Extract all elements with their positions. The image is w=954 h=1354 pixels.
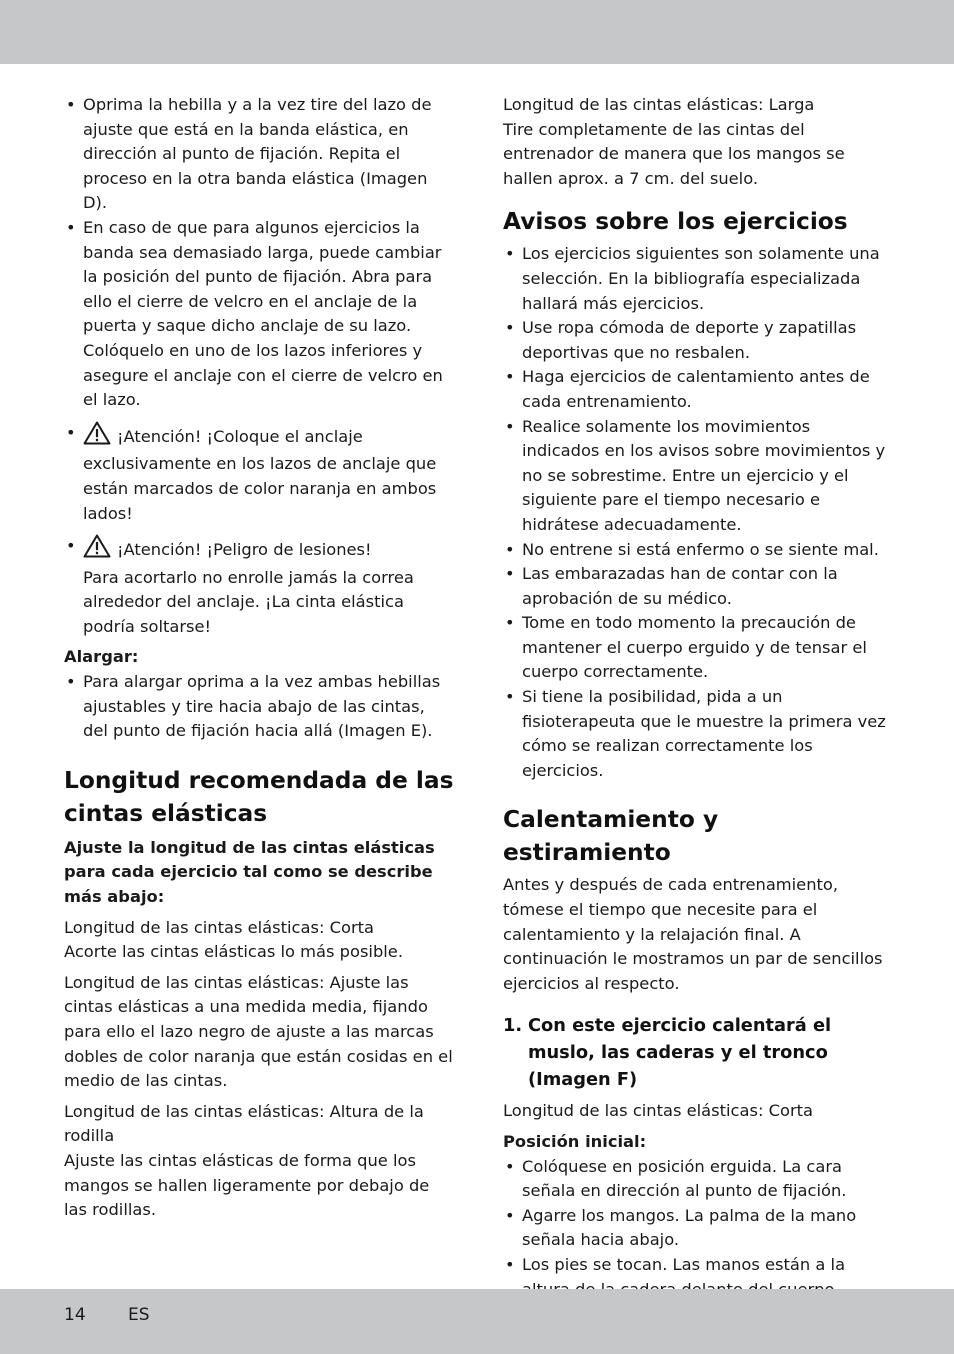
page-number: 14 [64,1305,86,1325]
language-code: ES [128,1305,150,1325]
header-bar [0,0,954,64]
rodilla-text: Ajuste las cintas elásticas de forma que los mangos se hallen ligeramente por debajo de las rodillas. [64,1150,430,1220]
section-intro: Ajuste la longitud de las cintas elásticas para cada ejercicio tal como se describe más abajo: [64,837,435,907]
larga-text: Tire completamente de las cintas del entrenador de manera que los mangos se hallen aprox. a 7 cm. del suelo. [503,119,845,188]
list-item: • Los ejercicios siguientes son solamente una selección. En la bibliografía especializada hallará más ejercicios. [503,242,891,316]
alargar-label: Alargar: [64,647,139,667]
corta-text: Acorte las cintas elásticas lo más posible. [64,942,404,962]
list-item: • Las embarazadas han de contar con la aprobación de su médico. [503,562,891,611]
avisos-list [503,242,891,783]
list-item: • Use ropa cómoda de deporte y zapatillas deportivas que no resbalen. [503,316,891,365]
warning-list [64,421,454,640]
list-item: • Los pies se tocan. Las manos están a la [503,1253,891,1302]
list-item: • En caso de que para algunos ejercicios la banda sea demasiado larga, puede cambiar la posición del punto de fijación. Abra para ello el cierre de velcro en el anclaje de la puerta y saque dicho anclaje de su lazo. Colóquelo en uno de los lazos inferiores y asegure el anclaje con el cierre de velcro en el lazo. [64,216,454,413]
section-title-avisos: Avisos sobre los ejercicios [503,208,848,236]
section-title-longitud: Longitud recomendada de las cintas elásticas [64,766,454,827]
exercise-number: 1. [503,1015,523,1037]
calentamiento-text: Antes y después de cada entrenamiento, tómese el tiempo que necesite para el calentamiento y la relajación final. A continuación le mostramos un par de sencillos ejercicios al respecto. [503,875,883,993]
exercise-length: Longitud de las cintas elásticas: Corta [503,1101,813,1121]
larga-label: Longitud de las cintas elásticas: Larga [503,95,815,114]
warning-title: ¡Atención! ¡Peligro de lesiones! [117,540,372,560]
exercise-heading [503,1012,891,1093]
right-column [503,93,891,1302]
list-item: • Realice solamente los movimientos indicados en los avisos sobre movimientos y no se sobrestime. Entre un ejercicio y el siguiente pare el tiempo necesario e hidrátese adecuadamente. [503,415,891,538]
list-item: • Colóquese en posición erguida. La cara señala en dirección al punto de fijación. [503,1155,891,1204]
exercise-title: Con este ejercicio calentará el muslo, las caderas y el tronco (Imagen F) [528,1015,832,1091]
list-item: • Para alargar oprima a la vez ambas hebillas ajustables y tire hacia abajo de las cintas, del punto de fijación hacia allá (Imagen E). [64,670,454,744]
warning-text: ¡Atención! ¡Coloque el anclaje exclusivamente en los lazos de anclaje que están marcados de color naranja en ambos lados! [83,426,437,523]
warning-text: Para acortarlo no enrolle jamás la correa alrededor del anclaje. ¡La cinta elástica podría soltarse! [83,567,414,636]
list-item: • Oprima la hebilla y a la vez tire del lazo de ajuste que está en la banda elástica, en dirección al punto de fijación. Repita el proceso en la otra banda elástica (Imagen D). [64,93,454,216]
corta-label: Longitud de las cintas elásticas: Corta [64,917,374,937]
media-text: Longitud de las cintas elásticas: Ajuste las cintas elásticas a una medida media, fijando para ello el lazo negro de ajuste a las marcas dobles de color naranja que están cosidas en el medio de las cintas. [64,972,453,1091]
left-column [64,93,454,1223]
list-item: • Haga ejercicios de calentamiento antes de cada entrenamiento. [503,365,891,414]
posicion-list [503,1155,891,1303]
list-item: • Agarre los mangos. La palma de la mano señala hacia abajo. [503,1204,891,1253]
warning-triangle-icon [83,534,111,566]
list-item: • Tome en todo momento la precaución de mantener el cuerpo erguido y de tensar el cuerpo correctamente. [503,611,891,685]
alargar-list [64,670,454,744]
adjust-bullet-list [64,93,454,413]
rodilla-label: Longitud de las cintas elásticas: Altura de la rodilla [64,1101,424,1146]
list-item: • Si tiene la posibilidad, pida a un fisioterapeuta que le muestre la primera vez cómo se realizan correctamente los ejercicios. [503,685,891,783]
warning-item-anchor [64,421,454,526]
list-item: • No entrene si está enfermo o se siente mal. [503,538,891,563]
warning-item-injury [64,534,454,639]
posicion-label: Posición inicial: [503,1132,647,1151]
warning-triangle-icon [83,421,111,453]
section-title-calentamiento: Calentamiento y estiramiento [503,806,719,867]
